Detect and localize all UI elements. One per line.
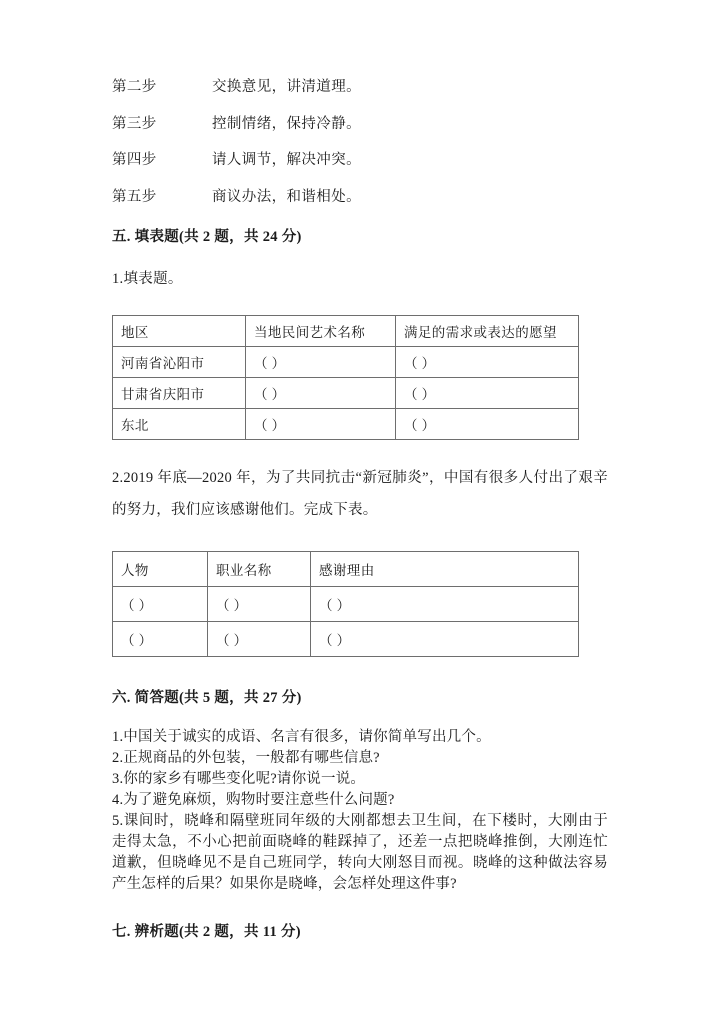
step-row bbox=[112, 117, 608, 132]
question-item: 3.你的家乡有哪些变化呢?请你说一说。 bbox=[112, 770, 366, 787]
thanks-table bbox=[112, 551, 579, 657]
section-heading-six: 六. 简答题(共 5 题，共 27 分) bbox=[112, 690, 302, 706]
conflict-steps-list bbox=[112, 80, 608, 204]
step-text: 请人调节，解决冲突。 bbox=[212, 152, 361, 168]
table-row bbox=[113, 409, 579, 440]
step-text: 控制情绪，保持冷静。 bbox=[212, 115, 361, 132]
table-row bbox=[113, 347, 579, 378]
step-label: 第五步 bbox=[112, 188, 157, 205]
table-cell-blank[interactable]: （ ） bbox=[208, 622, 311, 657]
table-cell-blank[interactable]: （ ） bbox=[246, 409, 396, 440]
table-header-cell: 感谢理由 bbox=[311, 552, 579, 587]
table-row bbox=[113, 587, 579, 622]
table-cell-blank[interactable]: （ ） bbox=[246, 347, 396, 378]
step-row bbox=[112, 153, 608, 168]
step-row bbox=[112, 80, 608, 95]
table-cell-region: 甘肃省庆阳市 bbox=[113, 378, 246, 409]
step-text: 商议办法，和谐相处。 bbox=[212, 188, 361, 205]
section-heading-five: 五. 填表题(共 2 题，共 24 分) bbox=[112, 229, 302, 245]
table-cell-blank[interactable]: （ ） bbox=[396, 378, 579, 409]
question-5-2-text: 2.2019 年底—2020 年，为了共同抗击“新冠肺炎”，中国有很多人付出了艰辛的努力，我们应该感谢他们。完成下表。 bbox=[112, 470, 608, 518]
table-cell-blank[interactable]: （ ） bbox=[113, 587, 208, 622]
table-cell-blank[interactable]: （ ） bbox=[396, 409, 579, 440]
question-item: 4.为了避免麻烦，购物时要注意些什么问题? bbox=[112, 791, 395, 808]
table-cell-blank[interactable]: （ ） bbox=[311, 622, 579, 657]
table-cell-blank[interactable]: （ ） bbox=[208, 587, 311, 622]
table-header-cell: 地区 bbox=[113, 316, 246, 347]
step-label: 第四步 bbox=[112, 152, 157, 168]
step-row bbox=[112, 190, 608, 205]
step-text: 交换意见，讲清道理。 bbox=[212, 79, 361, 95]
question-item: 5.课间时，晓峰和隔壁班同年级的大刚都想去卫生间，在下楼时，大刚由于走得太急，不小心把前面晓峰的鞋踩掉了，还差一点把晓峰推倒，大刚连忙道歉，但晓峰见不是自己班同学，转向大刚怒目而视。晓峰的这种做法容易产生怎样的后果？如果你是晓峰，会怎样处理这件事? bbox=[112, 812, 608, 892]
table-cell-blank[interactable]: （ ） bbox=[113, 622, 208, 657]
table-cell-region: 东北 bbox=[113, 409, 246, 440]
table-row bbox=[113, 622, 579, 657]
table-header-cell: 满足的需求或表达的愿望 bbox=[396, 316, 579, 347]
folk-art-table bbox=[112, 315, 579, 440]
step-label: 第二步 bbox=[112, 79, 157, 95]
question-5-1-label: 1.填表题。 bbox=[112, 270, 183, 287]
step-label: 第三步 bbox=[112, 115, 157, 132]
table-header-row bbox=[113, 552, 579, 587]
table-row bbox=[113, 378, 579, 409]
table-header-cell: 当地民间艺术名称 bbox=[246, 316, 396, 347]
table-cell-blank[interactable]: （ ） bbox=[311, 587, 579, 622]
short-answer-question-list bbox=[112, 727, 608, 895]
table-header-row bbox=[113, 316, 579, 347]
question-item: 1.中国关于诚实的成语、名言有很多，请你简单写出几个。 bbox=[112, 728, 491, 745]
table-cell-blank[interactable]: （ ） bbox=[396, 347, 579, 378]
table-header-cell: 职业名称 bbox=[208, 552, 311, 587]
question-item: 2.正规商品的外包装，一般都有哪些信息? bbox=[112, 749, 380, 766]
table-header-cell: 人物 bbox=[113, 552, 208, 587]
section-heading-seven: 七. 辨析题(共 2 题，共 11 分) bbox=[112, 923, 301, 940]
table-cell-blank[interactable]: （ ） bbox=[246, 378, 396, 409]
table-cell-region: 河南省沁阳市 bbox=[113, 347, 246, 378]
